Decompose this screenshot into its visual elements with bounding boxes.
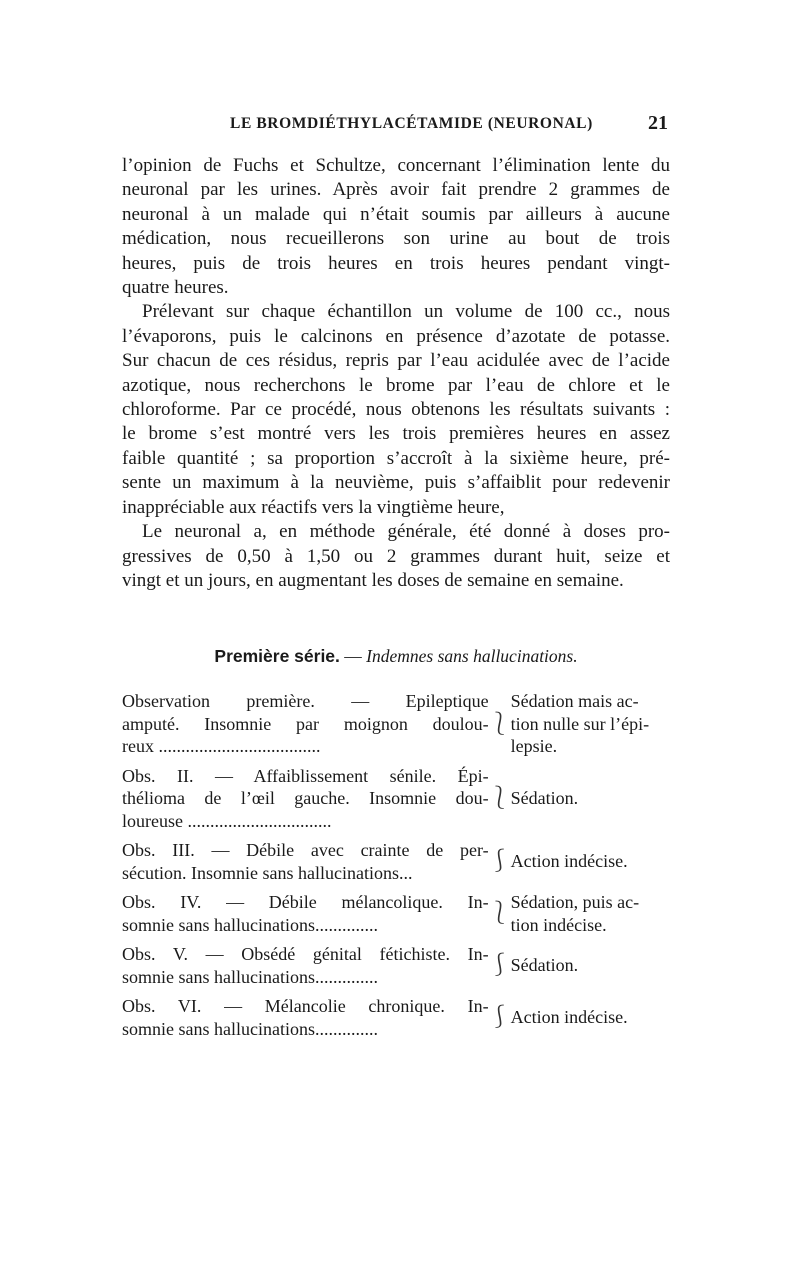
- text-line: Obs. III. — Débile avec crainte de per-: [122, 840, 489, 860]
- running-title: LE BROMDIÉTHYLACÉTAMIDE (NEURONAL): [230, 115, 593, 132]
- paragraph-1: [122, 154, 670, 300]
- text-line: Le neuronal a, en méthode générale, été donné à doses pro-: [142, 521, 670, 543]
- text-line: somnie sans hallucinations..............: [122, 1018, 378, 1039]
- observation-6: [122, 995, 670, 1040]
- text-line: gressives de 0,50 à 1,50 ou 2 grammes durant huit, seize et: [122, 545, 670, 567]
- body-text: [122, 154, 670, 593]
- text-line: somnie sans hallucinations..............: [122, 914, 378, 935]
- observation-result: [507, 787, 670, 810]
- series-subtitle: Indemnes sans hallucinations.: [366, 646, 578, 666]
- text-line: faible quantité ; sa proportion s’accroît à la sixième heure, pré-: [122, 447, 670, 469]
- brace-icon: ⎱: [488, 900, 511, 926]
- brace-icon: ⎰: [488, 1004, 511, 1030]
- observation-2: [122, 765, 670, 833]
- text-line: inappréciable aux réactifs vers la vingtième heure,: [122, 496, 505, 518]
- text-line: azotique, nous recherchons le brome par l’eau de chlore et le: [122, 374, 670, 396]
- text-line: chloroforme. Par ce procédé, nous obtenons les résultats suivants :: [122, 399, 670, 421]
- text-line: somnie sans hallucinations..............: [122, 966, 378, 987]
- observation-1: [122, 690, 670, 758]
- brace-icon: ⎱: [488, 710, 511, 736]
- observation-result: [507, 1006, 670, 1029]
- observation-result: [507, 690, 670, 758]
- brace-icon: ⎰: [488, 952, 511, 978]
- observation-result: [507, 850, 670, 873]
- text-line: lepsie.: [510, 736, 558, 756]
- brace-icon: ⎱: [488, 785, 511, 810]
- text-line: vingt et un jours, en augmentant les doses de semaine en semaine.: [122, 569, 624, 591]
- text-line: Sédation.: [510, 788, 579, 808]
- text-line: l’opinion de Fuchs et Schultze, concernant l’élimination lente du: [122, 155, 670, 176]
- text-line: Prélevant sur chaque échantillon un volume de 100 cc., nous: [142, 301, 670, 323]
- text-line: heures, puis de trois heures en trois heures pendant vingt-: [122, 252, 670, 274]
- paragraph-2: [122, 300, 670, 520]
- observation-3: [122, 839, 670, 884]
- text-line: quatre heures.: [122, 277, 229, 299]
- series-dash: —: [344, 646, 362, 666]
- observation-description: [122, 690, 489, 758]
- text-line: loureuse ................................: [122, 810, 332, 831]
- text-line: Obs. IV. — Débile mélancolique. In-: [122, 892, 489, 912]
- text-line: Observation première. — Epileptique: [122, 691, 489, 711]
- page-header: [122, 112, 670, 142]
- observation-5: [122, 943, 670, 988]
- text-line: Action indécise.: [510, 1007, 628, 1028]
- page-number: 21: [648, 112, 668, 134]
- text-line: médication, nous recueillerons son urine au bout de trois: [122, 228, 670, 250]
- text-line: Sédation.: [510, 955, 579, 976]
- text-line: Obs. II. — Affaiblissement sénile. Épi-: [122, 765, 489, 786]
- text-line: reux ....................................: [122, 736, 321, 756]
- text-line: tion indécise.: [510, 914, 607, 935]
- text-line: neuronal à un malade qui n’était soumis par ailleurs à aucune: [122, 203, 670, 225]
- observation-description: [122, 995, 489, 1040]
- observation-description: [122, 891, 489, 936]
- observation-result: [507, 891, 670, 936]
- text-line: sente un maximum à la neuvième, puis s’affaiblit pour redevenir: [122, 472, 670, 494]
- text-line: Obs. V. — Obsédé génital fétichiste. In-: [122, 944, 489, 964]
- text-line: tion nulle sur l’épi-: [510, 713, 650, 734]
- series-label: Première série.: [214, 646, 340, 666]
- observation-4: [122, 891, 670, 936]
- text-line: Sédation mais ac-: [510, 691, 639, 711]
- text-line: le brome s’est montré vers les trois premières heures en assez: [122, 423, 670, 445]
- text-line: sécution. Insomnie sans hallucinations...: [122, 862, 413, 883]
- observation-description: [122, 765, 489, 833]
- text-line: thélioma de l’œil gauche. Insomnie dou-: [122, 788, 489, 808]
- observation-description: [122, 839, 489, 884]
- paragraph-3: [122, 520, 670, 593]
- text-line: Sur chacun de ces résidus, repris par l’eau acidulée avec de l’acide: [122, 350, 670, 372]
- text-line: Action indécise.: [510, 851, 628, 872]
- text-line: Obs. VI. — Mélancolie chronique. In-: [122, 996, 489, 1016]
- brace-icon: ⎰: [488, 848, 511, 874]
- text-line: l’évaporons, puis le calcinons en présence d’azotate de potasse.: [122, 325, 670, 347]
- observation-result: [507, 954, 670, 977]
- text-line: Sédation, puis ac-: [510, 892, 640, 912]
- observation-list: [122, 690, 670, 1047]
- text-line: amputé. Insomnie par moignon doulou-: [122, 713, 489, 734]
- text-line: neuronal par les urines. Après avoir fait prendre 2 grammes de: [122, 179, 670, 201]
- series-heading: [122, 646, 670, 667]
- observation-description: [122, 943, 489, 988]
